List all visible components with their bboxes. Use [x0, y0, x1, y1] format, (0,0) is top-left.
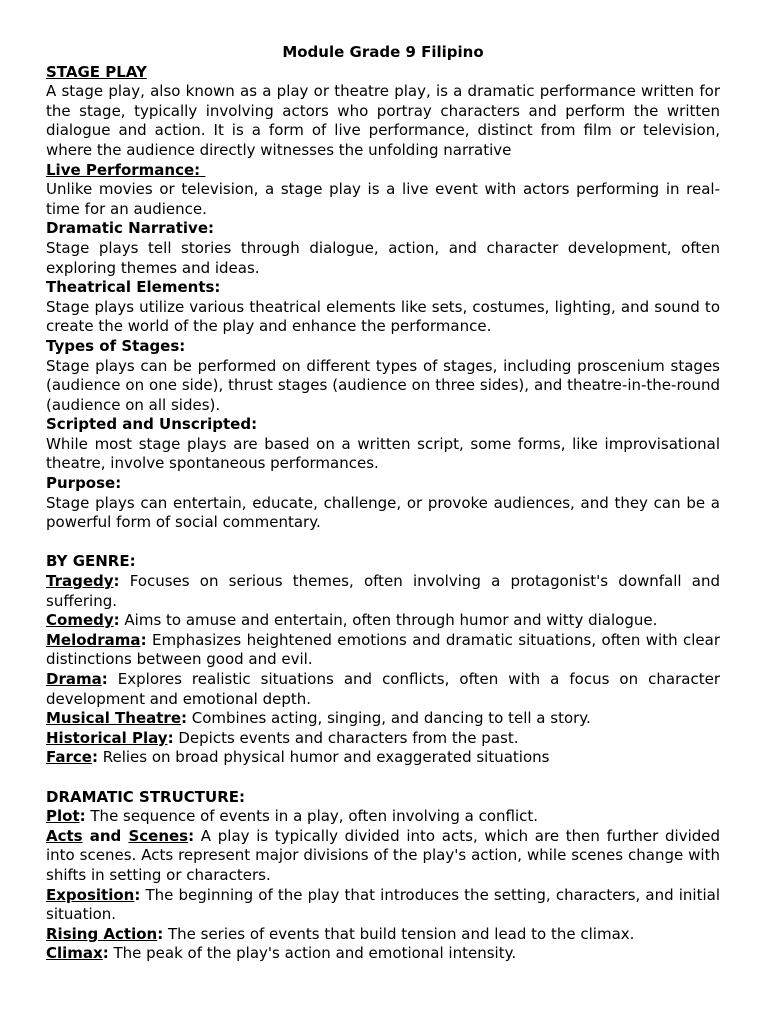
- section-heading-purpose: Purpose:: [46, 474, 122, 493]
- structure-description: The series of events that build tension and lead to the climax.: [163, 924, 635, 943]
- document-title: Module Grade 9 Filipino: [282, 43, 484, 61]
- section-heading-types-of-stages: Types of Stages:: [46, 336, 186, 355]
- structure-item-acts-scenes: [46, 827, 720, 886]
- section-heading-theatrical-elements: Theatrical Elements:: [46, 278, 221, 297]
- section-heading-live-performance: Live Performance:: [46, 160, 206, 179]
- term-separator: :: [157, 924, 164, 943]
- term-separator: :: [79, 807, 86, 826]
- spacer: [46, 768, 720, 788]
- genre-term: Historical Play: [46, 728, 168, 747]
- section-heading-scripted-unscripted: Scripted and Unscripted:: [46, 415, 258, 434]
- structure-item-exposition: [46, 886, 720, 925]
- structure-term: Climax: [46, 944, 103, 963]
- genre-term: Drama: [46, 670, 102, 688]
- genre-item-comedy: [46, 611, 720, 631]
- genre-term: Melodrama: [46, 630, 141, 649]
- section-text-dramatic-narrative: Stage plays tell stories through dialogue, action, and character development, often exploring themes and ideas.: [46, 238, 720, 277]
- stage-play-heading: STAGE PLAY: [46, 62, 147, 81]
- genre-item-drama: [46, 670, 720, 709]
- genre-description: Relies on broad physical humor and exaggerated situations: [97, 748, 550, 767]
- genre-description: Depicts events and characters from the past.: [173, 728, 519, 747]
- structure-term-scenes: Scenes: [128, 826, 189, 845]
- stage-play-intro: A stage play, also known as a play or theatre play, is a dramatic performance written for the stage, typically involving actors who portray characters and perform the written dialogue and action. It is a form of live performance, distinct from film or television, where the audience directly witnesses the unfolding narrative: [46, 82, 720, 159]
- genre-description: Focuses on serious themes, often involving a protagonist's downfall and suffering.: [46, 572, 720, 610]
- structure-description: The peak of the play's action and emotional intensity.: [108, 944, 517, 963]
- genre-description: Emphasizes heightened emotions and dramatic situations, often with clear distinctions between good and evil.: [46, 630, 720, 669]
- structure-description: A play is typically divided into acts, which are then further divided into scenes. Acts represent major divisions of the play's action, while scenes change with shifts in setting or characters.: [46, 826, 721, 884]
- term-separator: :: [91, 748, 98, 767]
- structure-term: Plot: [46, 807, 80, 826]
- section-text-theatrical-elements: Stage plays utilize various theatrical elements like sets, costumes, lighting, and sound to create the world of the play and enhance the performance.: [46, 297, 720, 336]
- genre-term: Comedy: [46, 611, 114, 630]
- genre-item-tragedy: [46, 572, 720, 611]
- genre-item-historical-play: [46, 729, 720, 749]
- term-separator: :: [113, 611, 120, 630]
- genre-item-musical-theatre: [46, 709, 720, 729]
- genre-term: Tragedy: [46, 572, 114, 591]
- structure-term-and: and: [82, 826, 129, 845]
- genre-term: Musical Theatre: [46, 709, 181, 728]
- structure-item-rising-action: [46, 925, 720, 945]
- genre-item-melodrama: [46, 631, 720, 670]
- term-separator: :: [181, 709, 187, 728]
- section-heading-dramatic-narrative: Dramatic Narrative:: [46, 219, 215, 238]
- genre-description: Explores realistic situations and conflicts, often with a focus on character development and emotional depth.: [46, 670, 720, 708]
- structure-term: Exposition: [46, 885, 135, 904]
- term-separator: :: [113, 572, 120, 591]
- term-separator: :: [140, 630, 147, 649]
- genre-term: Farce: [46, 748, 92, 767]
- genre-description: Aims to amuse and entertain, often through humor and witty dialogue.: [119, 611, 658, 630]
- term-separator: :: [167, 728, 174, 747]
- structure-term-acts: Acts: [46, 826, 83, 845]
- section-text-purpose: Stage plays can entertain, educate, challenge, or provoke audiences, and they can be a powerful form of social commentary.: [46, 493, 720, 532]
- section-text-live-performance: Unlike movies or television, a stage play is a live event with actors performing in real-time for an audience.: [46, 180, 720, 218]
- section-text-scripted-unscripted: While most stage plays are based on a written script, some forms, like improvisational theatre, involve spontaneous performances.: [46, 434, 720, 473]
- genre-description: Combines acting, singing, and dancing to tell a story.: [187, 709, 591, 728]
- term-separator: :: [134, 885, 141, 904]
- structure-term: Rising Action: [46, 924, 158, 943]
- term-separator: :: [188, 826, 195, 845]
- structure-description: The sequence of events in a play, often involving a conflict.: [85, 807, 539, 826]
- by-genre-heading: BY GENRE:: [46, 552, 136, 571]
- dramatic-structure-heading: DRAMATIC STRUCTURE:: [46, 787, 246, 806]
- section-text-types-of-stages: Stage plays can be performed on different types of stages, including proscenium stages (audience on one side), thrust stages (audience on three sides), and theatre-in-the-round (audience on all sides).: [46, 356, 720, 414]
- genre-item-farce: [46, 748, 720, 768]
- structure-description: The beginning of the play that introduces the setting, characters, and initial situation.: [46, 885, 720, 924]
- term-separator: :: [102, 944, 109, 963]
- structure-item-climax: [46, 944, 720, 964]
- spacer: [46, 533, 720, 553]
- term-separator: :: [101, 670, 108, 688]
- structure-item-plot: [46, 807, 720, 827]
- document-page: [46, 43, 720, 964]
